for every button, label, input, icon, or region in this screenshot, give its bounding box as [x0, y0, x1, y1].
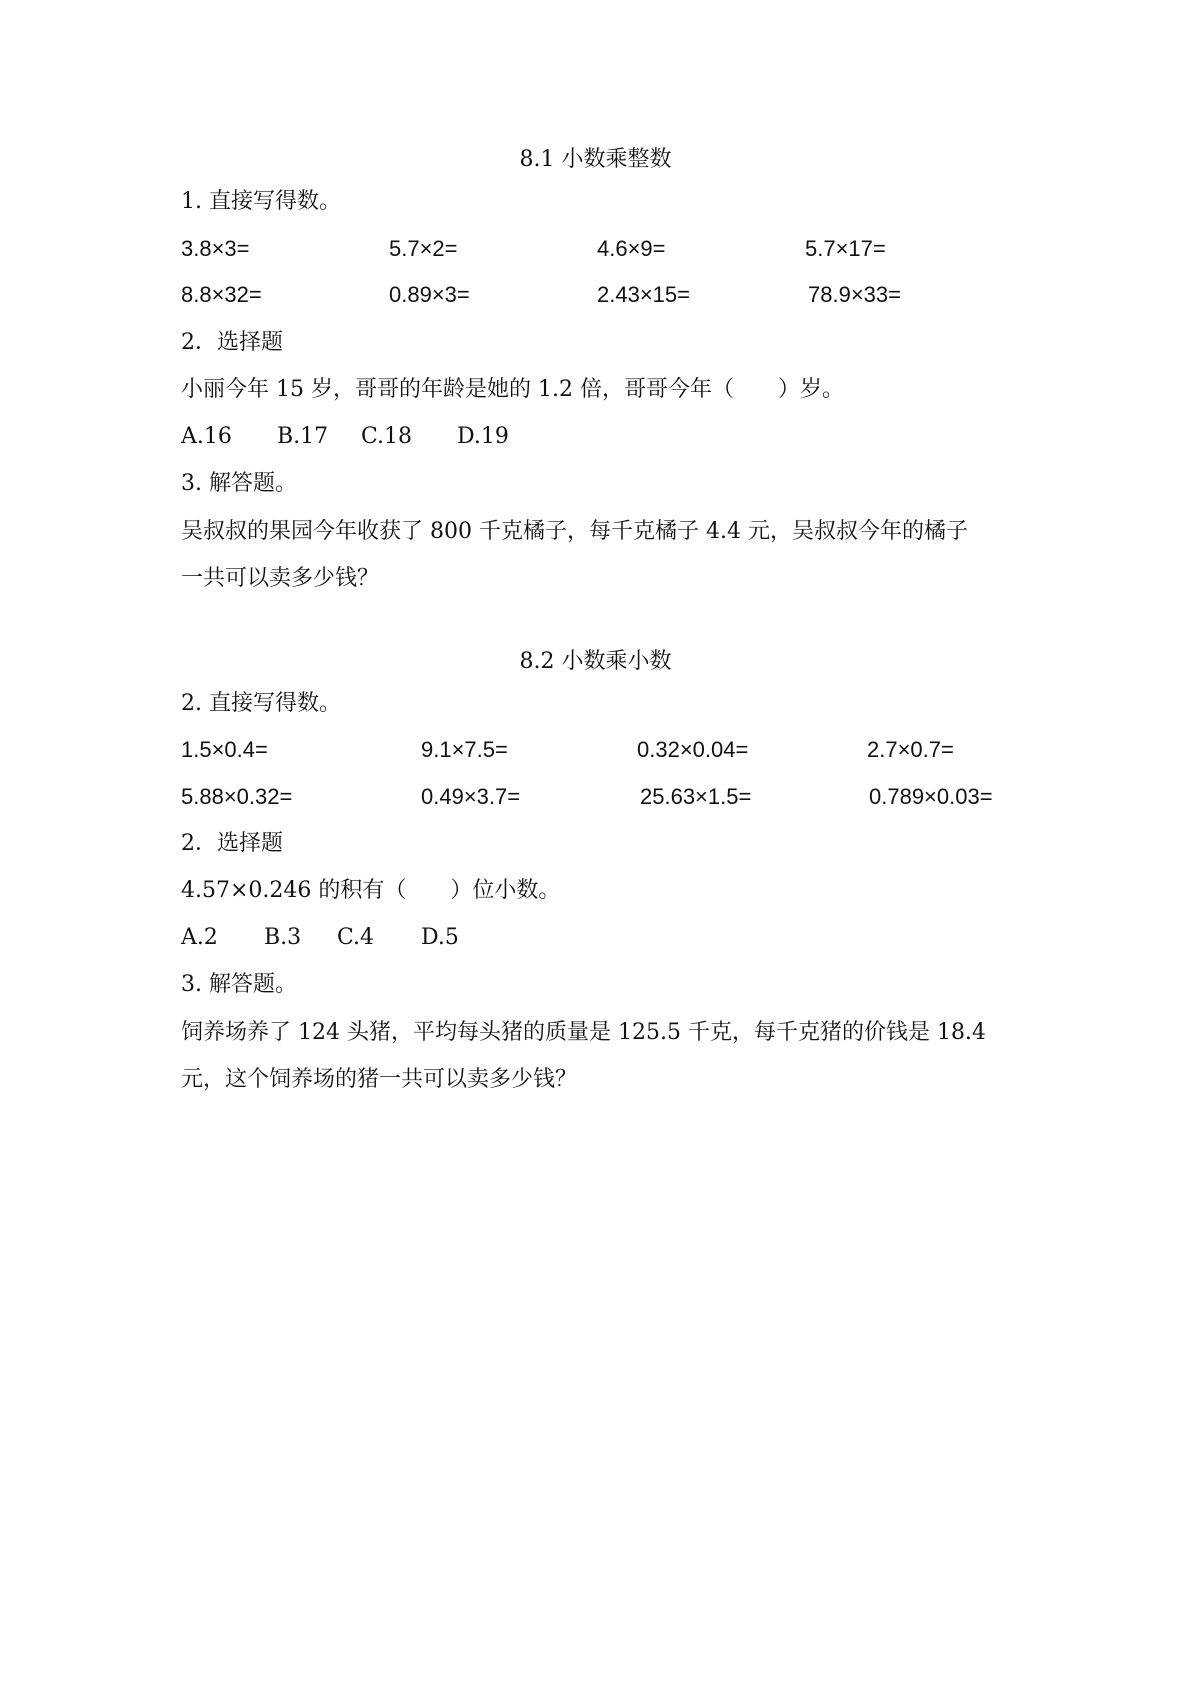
calc-item: 1.5×0.4= [181, 737, 268, 762]
question-text: 元，这个饲养场的猪一共可以卖多少钱？ [181, 1067, 578, 1092]
question-text: 饲养场养了 124 头猪，平均每头猪的质量是 125.5 千克，每千克猪的价钱是 18.4 [181, 1020, 986, 1045]
calc-item: 78.9×33= [808, 282, 901, 307]
option-item: A.2 [181, 925, 218, 950]
question-text: 一共可以卖多少钱？ [181, 566, 380, 591]
calc-item: 9.1×7.5= [421, 737, 508, 762]
option-item: C.4 [337, 925, 375, 950]
question-heading: 3. 解答题。 [181, 471, 297, 496]
calc-item: 0.789×0.03= [869, 784, 993, 809]
option-item: B.17 [277, 424, 329, 449]
calc-item: 4.6×9= [597, 236, 666, 261]
question-text: 吴叔叔的果园今年收获了 800 千克橘子，每千克橘子 4.4 元，吴叔叔今年的橘子 [181, 519, 968, 544]
option-item: D.19 [457, 424, 509, 449]
calc-item: 5.88×0.32= [181, 784, 293, 809]
option-item: A.16 [181, 424, 232, 449]
calc-item: 3.8×3= [181, 236, 250, 261]
calc-item: 0.89×3= [389, 282, 470, 307]
section-title: 8.2 小数乘小数 [519, 649, 672, 674]
calc-item: 8.8×32= [181, 282, 262, 307]
option-item: C.18 [361, 424, 413, 449]
section-title: 8.1 小数乘整数 [519, 147, 672, 172]
question-text: 4.57×0.246 的积有（ ）位小数。 [181, 878, 561, 903]
question-text: 小丽今年 15 岁，哥哥的年龄是她的 1.2 倍，哥哥今年（ ）岁。 [181, 377, 844, 402]
question-heading: 2．选择题 [181, 831, 283, 856]
calc-item: 5.7×2= [389, 236, 458, 261]
question-heading: 3. 解答题。 [181, 972, 297, 997]
question-heading: 2. 直接写得数。 [181, 691, 341, 716]
calc-item: 0.32×0.04= [637, 737, 749, 762]
question-heading: 2．选择题 [181, 330, 283, 355]
calc-item: 2.43×15= [597, 282, 690, 307]
option-item: D.5 [421, 925, 459, 950]
calc-item: 5.7×17= [805, 236, 886, 261]
calc-item: 0.49×3.7= [421, 784, 521, 809]
option-item: B.3 [264, 925, 302, 950]
question-heading: 1. 直接写得数。 [181, 189, 341, 214]
calc-item: 25.63×1.5= [640, 784, 752, 809]
calc-item: 2.7×0.7= [867, 737, 954, 762]
